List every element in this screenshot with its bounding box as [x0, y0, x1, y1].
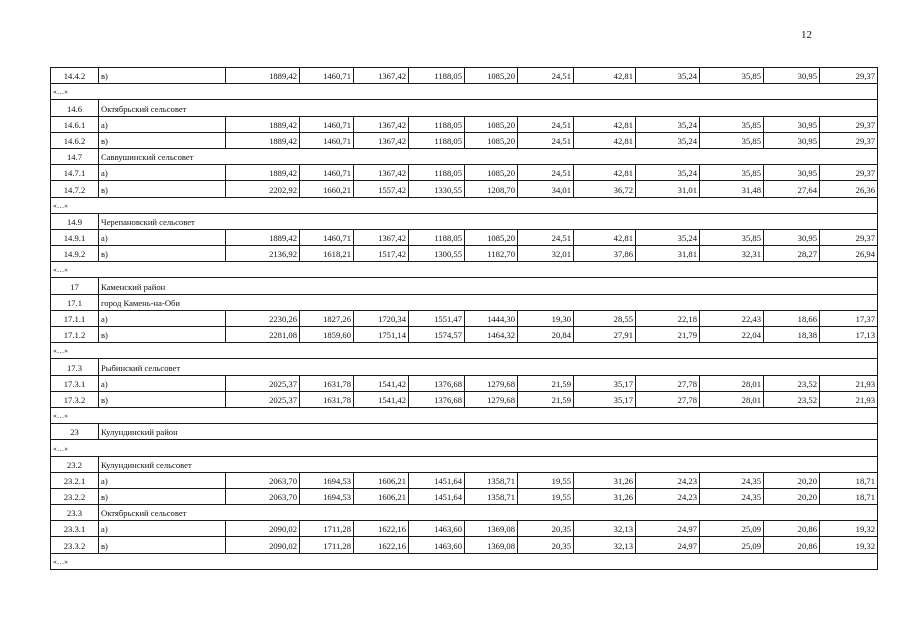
value-cell: 24,35 — [700, 488, 764, 504]
ellipsis-marker: «…» — [51, 262, 878, 278]
value-cell: 22,18 — [636, 310, 700, 326]
value-cell: 1711,28 — [300, 537, 354, 553]
value-cell: 1541,42 — [354, 375, 409, 391]
value-cell: 1085,20 — [465, 229, 518, 245]
row-code: 14.6.1 — [51, 116, 99, 132]
value-cell: 1460,71 — [300, 229, 354, 245]
row-code: 14.9.2 — [51, 246, 99, 262]
row-code: 23.2.2 — [51, 488, 99, 504]
value-cell: 1085,20 — [465, 132, 518, 148]
value-cell: 35,24 — [636, 116, 700, 132]
value-cell: 1551,47 — [409, 310, 465, 326]
value-cell: 35,17 — [574, 375, 636, 391]
value-cell: 24,23 — [636, 472, 700, 488]
table-row — [51, 327, 878, 343]
value-cell: 2025,37 — [226, 375, 300, 391]
value-cell: 32,01 — [518, 246, 574, 262]
value-cell: 1376,68 — [409, 391, 465, 407]
value-cell: 35,85 — [700, 132, 764, 148]
row-subitem: а) — [99, 375, 226, 391]
row-code: 14.7.2 — [51, 181, 99, 197]
group-name: Черепановский сельсовет — [99, 213, 878, 229]
value-cell: 31,48 — [700, 181, 764, 197]
value-cell: 1557,42 — [354, 181, 409, 197]
value-cell: 30,95 — [764, 165, 820, 181]
value-cell: 20,86 — [764, 521, 820, 537]
value-cell: 24,51 — [518, 116, 574, 132]
table-row — [51, 537, 878, 553]
page-number: 12 — [801, 29, 812, 41]
group-row — [51, 278, 878, 294]
value-cell: 1720,34 — [354, 310, 409, 326]
value-cell: 42,81 — [574, 68, 636, 84]
value-cell: 1694,53 — [300, 472, 354, 488]
value-cell: 30,95 — [764, 132, 820, 148]
value-cell: 1618,21 — [300, 246, 354, 262]
value-cell: 28,01 — [700, 391, 764, 407]
row-code: 14.6.2 — [51, 132, 99, 148]
value-cell: 1085,20 — [465, 116, 518, 132]
value-cell: 28,27 — [764, 246, 820, 262]
value-cell: 37,86 — [574, 246, 636, 262]
table-row — [51, 68, 878, 84]
value-cell: 2090,02 — [226, 521, 300, 537]
value-cell: 31,26 — [574, 488, 636, 504]
value-cell: 42,81 — [574, 165, 636, 181]
value-cell: 2230,26 — [226, 310, 300, 326]
table-row — [51, 181, 878, 197]
value-cell: 1889,42 — [226, 132, 300, 148]
ellipsis-marker: «…» — [51, 197, 878, 213]
group-row — [51, 505, 878, 521]
value-cell: 2063,70 — [226, 488, 300, 504]
value-cell: 17,13 — [820, 327, 878, 343]
value-cell: 30,95 — [764, 229, 820, 245]
ellipsis-row — [51, 197, 878, 213]
value-cell: 28,55 — [574, 310, 636, 326]
value-cell: 1188,05 — [409, 68, 465, 84]
value-cell: 1460,71 — [300, 116, 354, 132]
value-cell: 25,09 — [700, 521, 764, 537]
table-row — [51, 246, 878, 262]
ellipsis-marker: «…» — [51, 553, 878, 569]
row-code: 17.1.1 — [51, 310, 99, 326]
value-cell: 1208,70 — [465, 181, 518, 197]
value-cell: 25,09 — [700, 537, 764, 553]
value-cell: 1330,55 — [409, 181, 465, 197]
value-cell: 1859,60 — [300, 327, 354, 343]
value-cell: 1464,32 — [465, 327, 518, 343]
row-subitem: а) — [99, 472, 226, 488]
value-cell: 20,20 — [764, 472, 820, 488]
row-code: 23.2.1 — [51, 472, 99, 488]
value-cell: 27,78 — [636, 391, 700, 407]
value-cell: 1606,21 — [354, 488, 409, 504]
table-row — [51, 488, 878, 504]
value-cell: 19,32 — [820, 537, 878, 553]
value-cell: 2090,02 — [226, 537, 300, 553]
value-cell: 18,71 — [820, 472, 878, 488]
row-subitem: в) — [99, 181, 226, 197]
value-cell: 32,31 — [700, 246, 764, 262]
value-cell: 29,37 — [820, 229, 878, 245]
group-code: 17.3 — [51, 359, 99, 375]
value-cell: 35,85 — [700, 229, 764, 245]
value-cell: 1517,42 — [354, 246, 409, 262]
group-code: 23 — [51, 424, 99, 440]
table-row — [51, 132, 878, 148]
value-cell: 1367,42 — [354, 132, 409, 148]
group-name: Каменский район — [99, 278, 878, 294]
value-cell: 31,26 — [574, 472, 636, 488]
value-cell: 1369,08 — [465, 521, 518, 537]
row-subitem: в) — [99, 537, 226, 553]
value-cell: 27,91 — [574, 327, 636, 343]
value-cell: 18,71 — [820, 488, 878, 504]
group-row — [51, 424, 878, 440]
row-subitem: а) — [99, 165, 226, 181]
value-cell: 1889,42 — [226, 165, 300, 181]
value-cell: 20,35 — [518, 537, 574, 553]
value-cell: 20,84 — [518, 327, 574, 343]
value-cell: 1451,64 — [409, 488, 465, 504]
value-cell: 35,85 — [700, 165, 764, 181]
value-cell: 2063,70 — [226, 472, 300, 488]
value-cell: 35,85 — [700, 116, 764, 132]
value-cell: 1444,30 — [465, 310, 518, 326]
value-cell: 35,17 — [574, 391, 636, 407]
value-cell: 24,51 — [518, 229, 574, 245]
table-row — [51, 521, 878, 537]
row-subitem: в) — [99, 327, 226, 343]
row-code: 14.7.1 — [51, 165, 99, 181]
row-code: 14.4.2 — [51, 68, 99, 84]
value-cell: 31,81 — [636, 246, 700, 262]
value-cell: 1631,78 — [300, 391, 354, 407]
row-subitem: в) — [99, 488, 226, 504]
value-cell: 35,24 — [636, 68, 700, 84]
value-cell: 24,35 — [700, 472, 764, 488]
group-code: 17.1 — [51, 294, 99, 310]
value-cell: 35,24 — [636, 132, 700, 148]
value-cell: 24,97 — [636, 537, 700, 553]
value-cell: 29,37 — [820, 116, 878, 132]
group-name: Октябрьский сельсовет — [99, 100, 878, 116]
value-cell: 27,64 — [764, 181, 820, 197]
value-cell: 1889,42 — [226, 229, 300, 245]
value-cell: 1367,42 — [354, 165, 409, 181]
value-cell: 1694,53 — [300, 488, 354, 504]
row-code: 23.3.2 — [51, 537, 99, 553]
value-cell: 18,38 — [764, 327, 820, 343]
ellipsis-row — [51, 343, 878, 359]
value-cell: 19,30 — [518, 310, 574, 326]
row-code: 17.3.1 — [51, 375, 99, 391]
value-cell: 21,59 — [518, 375, 574, 391]
group-row — [51, 100, 878, 116]
group-code: 14.6 — [51, 100, 99, 116]
value-cell: 2281,08 — [226, 327, 300, 343]
table-row — [51, 375, 878, 391]
value-cell: 1279,68 — [465, 391, 518, 407]
value-cell: 1889,42 — [226, 68, 300, 84]
value-cell: 23,52 — [764, 375, 820, 391]
ellipsis-row — [51, 407, 878, 423]
row-subitem: а) — [99, 116, 226, 132]
ellipsis-marker: «…» — [51, 407, 878, 423]
value-cell: 20,35 — [518, 521, 574, 537]
value-cell: 1085,20 — [465, 165, 518, 181]
value-cell: 17,37 — [820, 310, 878, 326]
value-cell: 1358,71 — [465, 488, 518, 504]
value-cell: 34,01 — [518, 181, 574, 197]
ellipsis-row — [51, 84, 878, 100]
value-cell: 32,13 — [574, 537, 636, 553]
tariff-table — [50, 67, 878, 570]
value-cell: 29,37 — [820, 68, 878, 84]
value-cell: 28,01 — [700, 375, 764, 391]
value-cell: 23,52 — [764, 391, 820, 407]
group-row — [51, 213, 878, 229]
value-cell: 1631,78 — [300, 375, 354, 391]
value-cell: 18,66 — [764, 310, 820, 326]
value-cell: 24,51 — [518, 165, 574, 181]
value-cell: 1460,71 — [300, 68, 354, 84]
value-cell: 24,51 — [518, 68, 574, 84]
value-cell: 30,95 — [764, 116, 820, 132]
value-cell: 1451,64 — [409, 472, 465, 488]
group-code: 23.3 — [51, 505, 99, 521]
value-cell: 21,79 — [636, 327, 700, 343]
group-code: 14.9 — [51, 213, 99, 229]
value-cell: 24,51 — [518, 132, 574, 148]
group-code: 23.2 — [51, 456, 99, 472]
value-cell: 1622,16 — [354, 521, 409, 537]
group-row — [51, 294, 878, 310]
group-row — [51, 359, 878, 375]
group-code: 17 — [51, 278, 99, 294]
value-cell: 29,37 — [820, 165, 878, 181]
value-cell: 1463,60 — [409, 521, 465, 537]
ellipsis-marker: «…» — [51, 440, 878, 456]
group-row — [51, 148, 878, 164]
value-cell: 36,72 — [574, 181, 636, 197]
value-cell: 1751,14 — [354, 327, 409, 343]
row-subitem: в) — [99, 246, 226, 262]
group-code: 14.7 — [51, 148, 99, 164]
value-cell: 1085,20 — [465, 68, 518, 84]
value-cell: 1622,16 — [354, 537, 409, 553]
value-cell: 1188,05 — [409, 229, 465, 245]
value-cell: 19,55 — [518, 488, 574, 504]
value-cell: 1300,55 — [409, 246, 465, 262]
value-cell: 1711,28 — [300, 521, 354, 537]
row-code: 17.3.2 — [51, 391, 99, 407]
value-cell: 21,93 — [820, 391, 878, 407]
ellipsis-marker: «…» — [51, 84, 878, 100]
value-cell: 1460,71 — [300, 132, 354, 148]
value-cell: 26,36 — [820, 181, 878, 197]
row-subitem: в) — [99, 391, 226, 407]
row-subitem: в) — [99, 132, 226, 148]
group-name: Кулундинский сельсовет — [99, 456, 878, 472]
table-row — [51, 229, 878, 245]
value-cell: 1827,26 — [300, 310, 354, 326]
value-cell: 1182,70 — [465, 246, 518, 262]
value-cell: 42,81 — [574, 116, 636, 132]
value-cell: 1463,60 — [409, 537, 465, 553]
value-cell: 1367,42 — [354, 229, 409, 245]
group-name: Саввушинский сельсовет — [99, 148, 878, 164]
table-row — [51, 391, 878, 407]
table-row — [51, 116, 878, 132]
group-name: город Камень-на-Оби — [99, 294, 878, 310]
value-cell: 21,93 — [820, 375, 878, 391]
value-cell: 19,32 — [820, 521, 878, 537]
value-cell: 19,55 — [518, 472, 574, 488]
group-name: Кулундинский район — [99, 424, 878, 440]
value-cell: 1889,42 — [226, 116, 300, 132]
value-cell: 1541,42 — [354, 391, 409, 407]
value-cell: 2202,92 — [226, 181, 300, 197]
ellipsis-row — [51, 440, 878, 456]
row-code: 23.3.1 — [51, 521, 99, 537]
value-cell: 1369,08 — [465, 537, 518, 553]
ellipsis-row — [51, 262, 878, 278]
value-cell: 1188,05 — [409, 132, 465, 148]
value-cell: 22,04 — [700, 327, 764, 343]
value-cell: 35,24 — [636, 165, 700, 181]
value-cell: 27,78 — [636, 375, 700, 391]
value-cell: 42,81 — [574, 132, 636, 148]
value-cell: 1460,71 — [300, 165, 354, 181]
value-cell: 22,43 — [700, 310, 764, 326]
value-cell: 24,23 — [636, 488, 700, 504]
ellipsis-marker: «…» — [51, 343, 878, 359]
row-subitem: а) — [99, 521, 226, 537]
value-cell: 31,01 — [636, 181, 700, 197]
ellipsis-row — [51, 553, 878, 569]
value-cell: 1367,42 — [354, 68, 409, 84]
group-name: Октябрьский сельсовет — [99, 505, 878, 521]
value-cell: 1376,68 — [409, 375, 465, 391]
table-row — [51, 165, 878, 181]
value-cell: 1660,21 — [300, 181, 354, 197]
value-cell: 32,13 — [574, 521, 636, 537]
value-cell: 29,37 — [820, 132, 878, 148]
row-subitem: а) — [99, 310, 226, 326]
group-row — [51, 456, 878, 472]
table-row — [51, 472, 878, 488]
value-cell: 1606,21 — [354, 472, 409, 488]
row-code: 14.9.1 — [51, 229, 99, 245]
value-cell: 42,81 — [574, 229, 636, 245]
row-subitem: в) — [99, 68, 226, 84]
row-code: 17.1.2 — [51, 327, 99, 343]
value-cell: 1358,71 — [465, 472, 518, 488]
value-cell: 1188,05 — [409, 165, 465, 181]
value-cell: 1574,57 — [409, 327, 465, 343]
value-cell: 26,94 — [820, 246, 878, 262]
value-cell: 24,97 — [636, 521, 700, 537]
group-name: Рыбинский сельсовет — [99, 359, 878, 375]
value-cell: 2136,92 — [226, 246, 300, 262]
value-cell: 20,20 — [764, 488, 820, 504]
value-cell: 30,95 — [764, 68, 820, 84]
value-cell: 21,59 — [518, 391, 574, 407]
value-cell: 35,85 — [700, 68, 764, 84]
value-cell: 20,86 — [764, 537, 820, 553]
value-cell: 1367,42 — [354, 116, 409, 132]
value-cell: 2025,37 — [226, 391, 300, 407]
value-cell: 35,24 — [636, 229, 700, 245]
row-subitem: а) — [99, 229, 226, 245]
value-cell: 1279,68 — [465, 375, 518, 391]
table-row — [51, 310, 878, 326]
value-cell: 1188,05 — [409, 116, 465, 132]
